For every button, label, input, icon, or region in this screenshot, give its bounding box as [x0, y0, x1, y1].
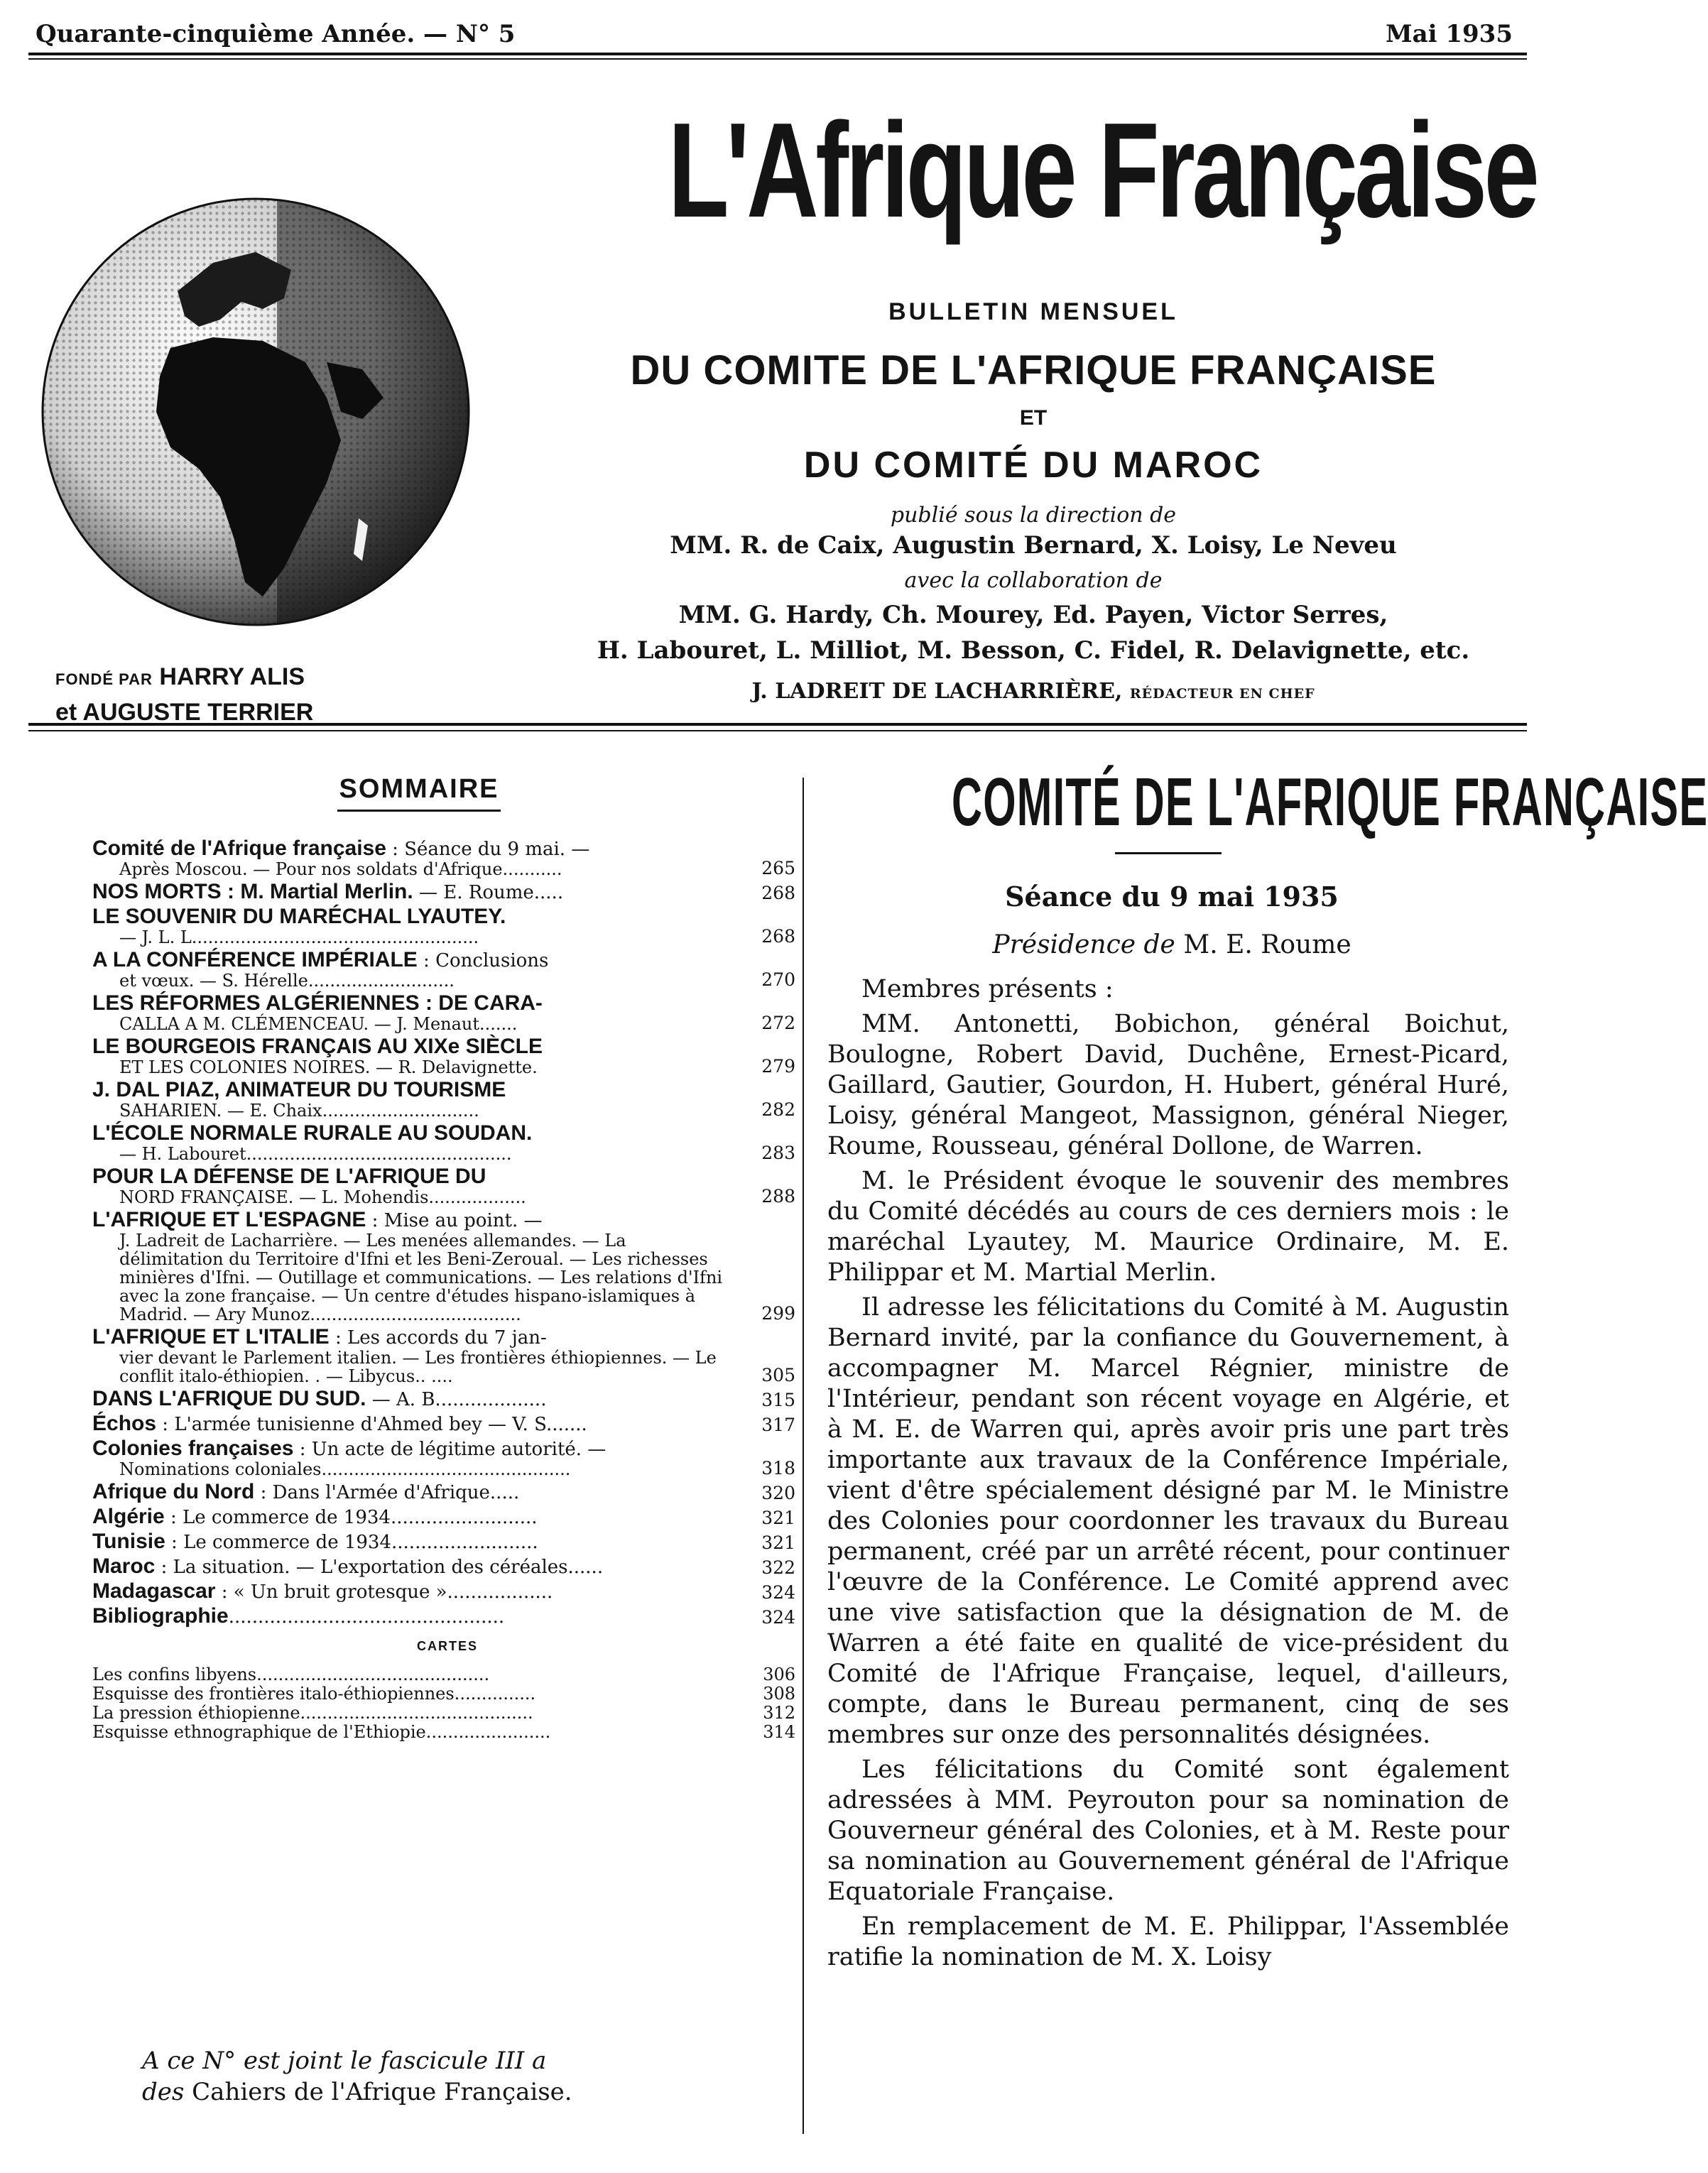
toc-entry-heading: [92, 1438, 731, 1460]
toc-page-number: 283: [761, 1143, 795, 1163]
toc-entry-heading: [92, 1481, 731, 1503]
masthead-title: L'Afrique Française: [668, 95, 1537, 246]
toc-page-number: 320: [761, 1483, 795, 1503]
toc-entry-title: Afrique du Nord: [92, 1480, 255, 1503]
president-name: M. E. Roume: [1183, 930, 1351, 959]
toc-entry-title: LE SOUVENIR DU MARÉCHAL LYAUTEY.: [92, 905, 506, 928]
toc-entry-rest: : Le commerce de 1934.........................: [165, 1532, 538, 1553]
toc-entry: [92, 838, 803, 878]
toc-page-number: 272: [761, 1013, 795, 1033]
founder-harry-alis: HARRY ALIS: [159, 663, 305, 690]
globe-illustration: [28, 185, 483, 639]
toc-entry: [92, 1481, 803, 1503]
toc-entry-rest: : Séance du 9 mai. —: [386, 839, 590, 860]
toc-page-number: 324: [761, 1607, 795, 1628]
founders: [55, 660, 313, 729]
toc-entry-title: LES RÉFORMES ALGÉRIENNES : DE CARA-: [92, 991, 543, 1015]
toc-entry: [92, 1166, 803, 1207]
toc-entry-heading: [92, 1327, 731, 1349]
toc-entry-heading: [92, 838, 731, 860]
toc-entry-heading: [92, 1388, 731, 1410]
toc-page-number: 288: [761, 1186, 795, 1207]
toc-entry-title: DANS L'AFRIQUE DU SUD.: [92, 1387, 366, 1410]
toc-page-number: 265: [761, 858, 795, 878]
toc-entry-title: Madagascar: [92, 1579, 216, 1603]
toc-entry-rest: : Un acte de légitime autorité. —: [293, 1439, 606, 1460]
carte-label: Esquisse ethnographique de l'Ethiopie.......................: [92, 1722, 551, 1742]
carte-entry: [92, 1704, 803, 1723]
toc-entry-detail: — H. Labouret.................................................: [119, 1144, 512, 1164]
toc-entry-heading: [92, 1506, 731, 1528]
toc-entry: [92, 1438, 803, 1478]
toc-entry-title: POUR LA DÉFENSE DE L'AFRIQUE DU: [92, 1165, 486, 1188]
toc-entry-title: Comité de l'Afrique française: [92, 837, 386, 860]
seance-heading: Séance du 9 mai 1935: [1005, 881, 1339, 913]
founders-line-1: [55, 660, 313, 696]
toc-entry-rest: : Dans l'Armée d'Afrique.....: [254, 1482, 520, 1503]
toc-page-number: 268: [761, 883, 795, 903]
editor-in-chief: [540, 679, 1527, 704]
toc-entry-heading: [92, 1606, 731, 1628]
toc-entry-heading: [92, 993, 731, 1015]
toc-entry-title: LE BOURGEOIS FRANÇAIS AU XIXe SIÈCLE: [92, 1035, 543, 1058]
toc-entry: [92, 1079, 803, 1120]
issue-date: Mai 1935: [1385, 20, 1513, 48]
supplement-note: [142, 2045, 781, 2108]
sommaire-title-rule: [337, 810, 501, 812]
carte-page-number: 306: [763, 1665, 795, 1684]
toc-entry-title: Maroc: [92, 1554, 156, 1578]
carte-entry: [92, 1684, 803, 1704]
toc-entry-title: L'AFRIQUE ET L'ESPAGNE: [92, 1208, 366, 1231]
founded-by-label: FONDÉ PAR: [55, 670, 153, 688]
toc-page-number: 279: [761, 1056, 795, 1077]
comite-heading: DU COMITE DE L'AFRIQUE FRANÇAISE: [630, 347, 1437, 393]
toc-entry-heading: [92, 1556, 731, 1578]
toc-entry-title: A LA CONFÉRENCE IMPÉRIALE: [92, 948, 418, 971]
toc-entry: [92, 993, 803, 1033]
editor-role: RÉDACTEUR EN CHEF: [1129, 686, 1315, 702]
toc-entry: [92, 1413, 803, 1435]
toc-entry-title: L'AFRIQUE ET L'ITALIE: [92, 1325, 330, 1349]
toc-entry-rest: ...............................................: [228, 1606, 505, 1628]
article-paragraph: En remplacement de M. E. Philippar, l'Assemblée ratifie la nomination de M. X. Loisy: [827, 1912, 1509, 1971]
toc-entry: [92, 1036, 803, 1077]
toc-entry-detail: Après Moscou. — Pour nos soldats d'Afrique...........: [119, 859, 562, 879]
toc-entry-rest: : Mise au point. —: [366, 1210, 543, 1231]
toc-entry-title: Tunisie: [92, 1530, 165, 1553]
maroc-heading: DU COMITÉ DU MAROC: [803, 445, 1263, 486]
toc-page-number: 270: [761, 969, 795, 990]
toc-entry-rest: : Le commerce de 1934.........................: [164, 1507, 538, 1528]
published-under: publié sous la direction de: [890, 503, 1177, 528]
toc-entry-rest: : L'armée tunisienne d'Ahmed bey — V. S.......: [156, 1414, 587, 1435]
founder-auguste-terrier: et AUGUSTE TERRIER: [55, 699, 314, 726]
toc-entry-heading: [92, 1413, 731, 1435]
issue-line: [36, 20, 1513, 51]
toc-entry: [92, 1506, 803, 1528]
collaboration-label: avec la collaboration de: [904, 568, 1163, 593]
note-line-1: A ce N° est joint le fascicule III a: [142, 2047, 547, 2075]
toc-entry-rest: : Les accords du 7 jan-: [329, 1327, 547, 1349]
masthead-rule: [28, 723, 1527, 726]
toc-entry-title: Échos: [92, 1412, 157, 1435]
toc-entry: [92, 906, 803, 947]
toc-entry-title: Colonies françaises: [92, 1437, 294, 1460]
toc-entry-detail: Nominations coloniales..............................................: [119, 1459, 571, 1479]
top-rule: [28, 53, 1527, 55]
article-body: [827, 974, 1509, 1977]
toc-entry-rest: — A. B...................: [366, 1389, 547, 1410]
toc-entry-heading: [92, 1166, 731, 1188]
carte-entry: [92, 1665, 803, 1684]
toc-entry: [92, 1531, 803, 1553]
toc-entry: [92, 1123, 803, 1163]
toc-page-number: 268: [761, 926, 795, 947]
toc-entry-detail: vier devant le Parlement italien. — Les frontières éthiopiennes. — Le conflit italo-éthiopien. . — Libycus.. ....: [119, 1348, 717, 1386]
article-paragraph: Membres présents :: [861, 975, 1114, 1003]
toc-entry-rest: : La situation. — L'exportation des céréales......: [155, 1557, 604, 1578]
article-paragraph: M. le Président évoque le souvenir des membres du Comité décédés au cours de ces derniers mois : le maréchal Lyautey, M. Maurice Ordinaire, M. E. Philippar et M. Martial Merlin.: [827, 1167, 1509, 1287]
toc-entry-detail: ET LES COLONIES NOIRES. — R. Delavignette.: [119, 1057, 538, 1077]
toc-entry: [92, 1581, 803, 1603]
toc-entry-title: Algérie: [92, 1505, 165, 1528]
editor-name: J. LADREIT DE LACHARRIÈRE,: [751, 679, 1123, 704]
article-title: COMITÉ DE L'AFRIQUE FRANÇAISE: [952, 764, 1708, 840]
directors: MM. R. de Caix, Augustin Bernard, X. Loisy, Le Neveu: [670, 531, 1397, 560]
collaborators-1: MM. G. Hardy, Ch. Mourey, Ed. Payen, Victor Serres,: [678, 601, 1388, 629]
carte-label: Les confins libyens...........................................: [92, 1665, 490, 1684]
toc-page-number: 322: [761, 1557, 795, 1578]
article-paragraph: MM. Antonetti, Bobichon, général Boichut, Boulogne, Robert David, Duchêne, Ernest-Picard, Gaillard, Gautier, Gourdon, H. Hubert, général Huré, Loisy, général Mangeot, Massignon, général Nieger, Roume, Rousseau, général Dollone, de Warren.: [827, 1010, 1509, 1160]
toc-page-number: 282: [761, 1099, 795, 1120]
note-line-2-title: Cahiers de l'Afrique Française.: [192, 2078, 572, 2106]
toc-entry: [92, 1327, 803, 1385]
collaborators-2: H. Labouret, L. Milliot, M. Besson, C. Fidel, R. Delavignette, etc.: [597, 636, 1470, 665]
toc-entry: [92, 1606, 803, 1628]
toc-entry-detail: SAHARIEN. — E. Chaix.............................: [119, 1101, 479, 1121]
toc-entry-detail: et vœux. — S. Hérelle...........................: [119, 971, 455, 991]
toc-entry-detail: NORD FRANÇAISE. — L. Mohendis..................: [119, 1187, 526, 1207]
article-paragraph: Il adresse les félicitations du Comité à M. Augustin Bernard invité, par la confiance du Gouvernement, à accompagner M. Marcel Régnier, ministre de l'Intérieur, pendant son récent voyage en Algérie, et à M. E. de Warren qui, après avoir pris une part très importante aux travaux de la Conférence Impériale, vient d'être spécialement désigné par M. le Ministre des Colonies pour coordonner les travaux du Bureau permanent, créé par un arrêté récent, pour continuer l'œuvre de la Conférence. Le Comité apprend avec une vive satisfaction que la désignation de M. de Warren a été faite en qualité de vice-président du Comité de l'Afrique Française, lequel, d'ailleurs, compte, dans le Bureau permanent, cinq de ses membres sur onze des personnalités désignées.: [827, 1293, 1509, 1749]
et-heading: ET: [1019, 406, 1048, 430]
toc-entry-title: J. DAL PIAZ, ANIMATEUR DU TOURISME: [92, 1078, 506, 1101]
toc-entry-heading: [92, 881, 731, 903]
toc-page-number: 318: [761, 1458, 795, 1478]
toc-entry: [92, 1556, 803, 1578]
presidence-label: Présidence de: [992, 930, 1175, 959]
toc-page-number: 315: [761, 1390, 795, 1410]
carte-label: La pression éthiopienne...........................................: [92, 1703, 533, 1723]
article-paragraph: Les félicitations du Comité sont également adressées à MM. Peyrouton pour sa nomination de Gouverneur général des Colonies, et à M. Reste pour sa nomination au Gouvernement général de l'Afrique Equatoriale Française.: [827, 1755, 1509, 1906]
note-line-2-lead: des: [142, 2078, 185, 2106]
toc-entry-detail: J. Ladreit de Lacharrière. — Les menées allemandes. — La délimitation du Territoire d'Ifni et les Beni-Zeroual. — Les richesses minières d'Ifni. — Outillage et communications. — Les relations d'Ifni avec la zone française. — Un centre d'études hispano-islamiques à Madrid. — Ary Munoz.......................................: [119, 1231, 723, 1324]
toc-entry: [92, 1209, 803, 1324]
carte-entry: [92, 1723, 803, 1742]
toc-entry-heading: [92, 1036, 731, 1058]
toc-entry: [92, 949, 803, 990]
bulletin-mensuel: BULLETIN MENSUEL: [888, 298, 1178, 325]
toc-entry-heading: [92, 1209, 731, 1231]
toc-page-number: 321: [761, 1508, 795, 1528]
toc-entry: [92, 1388, 803, 1410]
toc-entry-title: Bibliographie: [92, 1604, 229, 1628]
carte-page-number: 312: [763, 1703, 795, 1723]
toc-entry: [92, 881, 803, 903]
column-divider: [803, 778, 804, 2134]
carte-label: Esquisse des frontières italo-éthiopiennes...............: [92, 1684, 536, 1704]
presidence-line: [817, 930, 1527, 959]
toc-page-number: 299: [761, 1303, 795, 1324]
toc-entry-detail: — J. L. L.....................................................: [119, 927, 479, 947]
toc-entry-heading: [92, 1079, 731, 1101]
toc-page-number: 317: [761, 1415, 795, 1435]
toc-entry-detail: CALLA A M. CLÉMENCEAU. — J. Menaut.......: [119, 1014, 518, 1034]
masthead-rule-thin: [28, 730, 1527, 731]
toc-entry-heading: [92, 1531, 731, 1553]
table-of-contents: [92, 838, 803, 1742]
issue-number: Quarante-cinquième Année. — N° 5: [36, 20, 516, 48]
sommaire-title: SOMMAIRE: [339, 774, 499, 804]
toc-entry-heading: [92, 949, 731, 971]
toc-page-number: 305: [761, 1365, 795, 1385]
cartes-title: CARTES: [416, 1639, 478, 1653]
toc-page-number: 324: [761, 1582, 795, 1603]
article-title-rule: [1115, 852, 1222, 854]
toc-entry-title: NOS MORTS : M. Martial Merlin.: [92, 880, 413, 903]
toc-entry-heading: [92, 906, 731, 928]
toc-entry-heading: [92, 1123, 731, 1145]
toc-entry-rest: — E. Roume.....: [413, 882, 564, 903]
carte-page-number: 314: [763, 1722, 795, 1742]
toc-entry-rest: : Conclusions: [417, 950, 549, 971]
toc-entry-rest: : « Un bruit grotesque »..................: [215, 1581, 553, 1603]
toc-entry-heading: [92, 1581, 731, 1603]
carte-page-number: 308: [763, 1684, 795, 1704]
top-rule-thin: [28, 58, 1527, 60]
note-line-2: [142, 2076, 781, 2108]
toc-page-number: 321: [761, 1532, 795, 1553]
toc-entry-title: L'ÉCOLE NORMALE RURALE AU SOUDAN.: [92, 1121, 533, 1145]
